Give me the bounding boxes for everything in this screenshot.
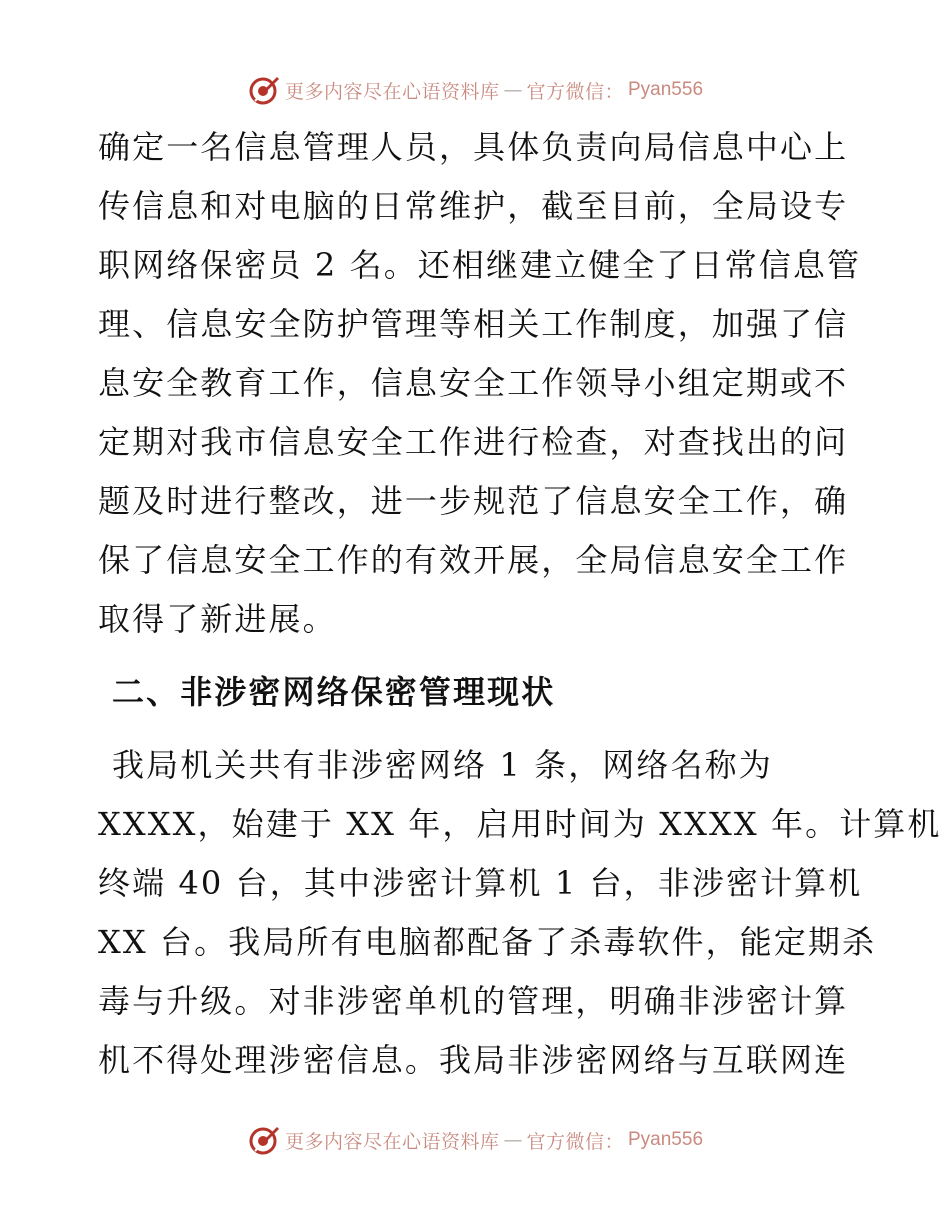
paragraph-1 [98, 118, 862, 649]
text-line: XXXX，始建于 XX 年，启用时间为 XXXX 年。计算机 [98, 805, 942, 843]
watermark-wechat-label: 官方微信： [526, 80, 624, 103]
section-heading: 二、非涉密网络保密管理现状 [112, 673, 556, 711]
text-line: 定期对我市信息安全工作进行检查，对查找出的问 [98, 423, 849, 461]
text-line: 我局机关共有非涉密网络 1 条，网络名称为 [112, 746, 773, 784]
header-watermark [0, 72, 950, 108]
text-line: 终端 40 台，其中涉密计算机 1 台，非涉密计算机 [98, 864, 863, 902]
text-line: 取得了新进展。 [98, 600, 337, 638]
text-line: 息安全教育工作，信息安全工作领导小组定期或不 [98, 364, 849, 402]
text-line: 理、信息安全防护管理等相关工作制度，加强了信 [98, 305, 849, 343]
watermark-wechat-label: 官方微信： [526, 1130, 624, 1153]
pen-logo-icon [247, 73, 281, 107]
text-line: 毒与升级。对非涉密单机的管理，明确非涉密计算 [98, 982, 849, 1020]
text-line: 保了信息安全工作的有效开展，全局信息安全工作 [98, 541, 849, 579]
text-line: 机不得处理涉密信息。我局非涉密网络与互联网连 [98, 1041, 849, 1079]
text-line: 确定一名信息管理人员，具体负责向局信息中心上 [98, 128, 849, 166]
text-line: 传信息和对电脑的日常维护，截至目前，全局设专 [98, 187, 849, 225]
footer-watermark [0, 1122, 950, 1158]
watermark-text: 更多内容尽在心语资料库 [284, 1130, 500, 1153]
watermark-separator: — [503, 1129, 523, 1151]
watermark-separator: — [503, 79, 523, 101]
watermark-text: 更多内容尽在心语资料库 [284, 80, 500, 103]
document-body [98, 118, 942, 1090]
text-line: 题及时进行整改，进一步规范了信息安全工作，确 [98, 482, 849, 520]
pen-logo-icon [247, 1123, 281, 1157]
text-line: 职网络保密员 2 名。还相继建立健全了日常信息管 [98, 246, 862, 284]
paragraph-2 [98, 736, 942, 1090]
watermark-wechat-id: Pyan556 [628, 79, 704, 100]
watermark-wechat-id: Pyan556 [628, 1129, 704, 1150]
text-line: XX 台。我局所有电脑都配备了杀毒软件，能定期杀 [98, 923, 877, 961]
